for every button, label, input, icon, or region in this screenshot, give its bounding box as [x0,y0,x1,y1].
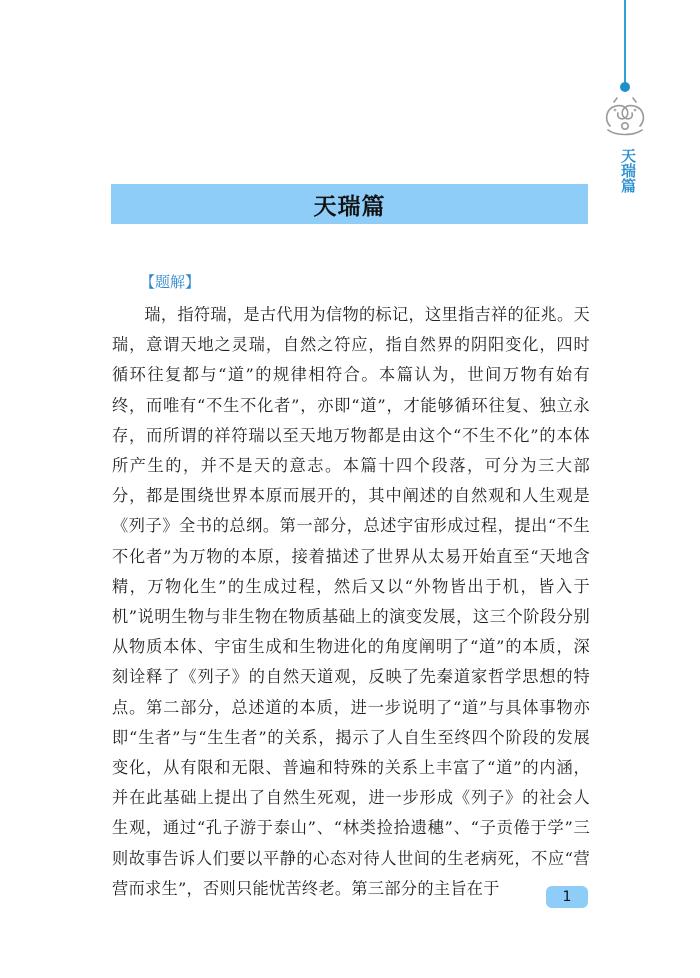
side-chapter-title: 天瑞篇 [619,148,637,193]
side-decor-dot [620,82,630,92]
section-label: 【题解】 [140,273,201,291]
side-decor-line [624,0,626,86]
page-number: 1 [546,886,588,908]
dragon-emblem-icon [600,96,650,142]
chapter-title-bar [111,184,588,224]
chapter-title: 天瑞篇 [313,193,386,220]
body-paragraph: 瑞，指符瑞，是古代用为信物的标记，这里指吉祥的征兆。天瑞，意谓天地之灵瑞，自然之符应，指自然界的阴阳变化，四时循环往复都与“道”的规律相符合。本篇认为，世间万物有始有终，而唯有“不生不化者”，亦即“道”，才能够循环往复、独立永存，而所谓的祥符瑞以至天地万物都是由这个“不生不化”的本体所产生的，并不是天的意志。本篇十四个段落，可分为三大部分，都是围绕世界本原而展开的，其中阐述的自然观和人生观是《列子》全书的总纲。第一部分，总述宇宙形成过程，提出“不生不化者”为万物的本原，接着描述了世界从太易开始直至“天地含精，万物化生”的生成过程，然后又以“外物皆出于机，皆入于机”说明生物与非生物在物质基础上的演变发展，这三个阶段分别从物质本体、宇宙生成和生物进化的角度阐明了“道”的本质，深刻诠释了《列子》的自然天道观，反映了先秦道家哲学思想的特点。第二部分，总述道的本质，进一步说明了“道”与具体事物亦即“生者”与“生生者”的关系，揭示了人自生至终四个阶段的发展变化，从有限和无限、普遍和特殊的关系上丰富了“道”的内涵，并在此基础上提出了自然生死观，进一步形成《列子》的社会人生观，通过“孔子游于泰山”、“林类捡拾遗穗”、“子贡倦于学”三则故事告诉人们要以平静的心态对待人世间的生老病死，不应“营营而求生”，否则只能忧苦终老。第三部分的主旨在于 [112,305,590,898]
